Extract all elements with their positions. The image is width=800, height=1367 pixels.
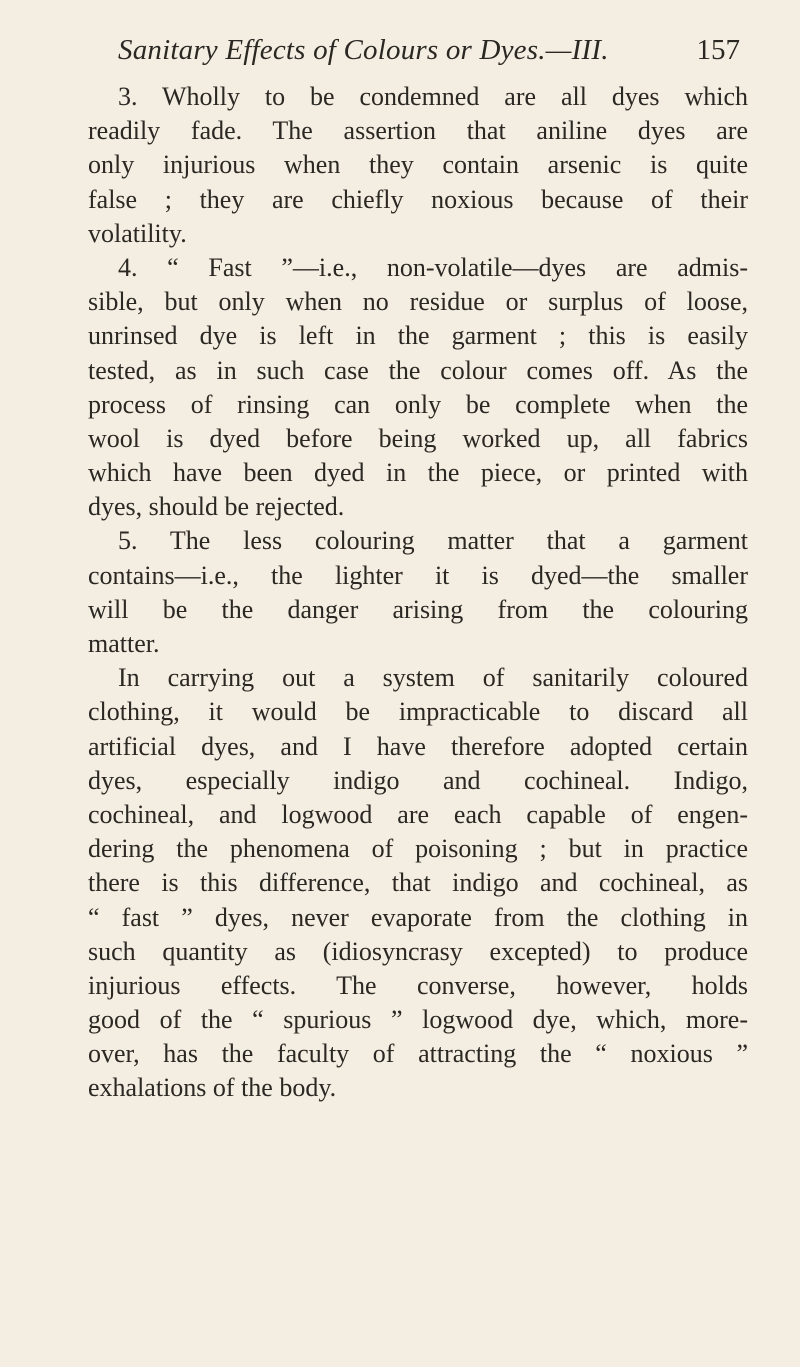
page-number: 157 (696, 34, 740, 66)
text-line: clothing, it would be impracticable to discard all (88, 697, 748, 727)
running-head (88, 34, 748, 74)
text-line: such quantity as (idiosyncrasy excepted) to produce (88, 936, 748, 966)
text-line: tested, as in such case the colour comes off. As the (88, 355, 748, 385)
text-line: which have been dyed in the piece, or printed with (88, 458, 748, 488)
body-text (88, 80, 748, 1106)
text-line: contains—i.e., the lighter it is dyed—the smaller (88, 560, 748, 590)
text-line: wool is dyed before being worked up, all fabrics (88, 423, 748, 453)
text-line: 4. “ Fast ”—i.e., non-volatile—dyes are admis- (118, 252, 748, 282)
running-title: Sanitary Effects of Colours or Dyes.—III. (118, 34, 609, 66)
text-line: “ fast ” dyes, never evaporate from the clothing in (88, 902, 748, 932)
text-line: sible, but only when no residue or surplus of loose, (88, 287, 748, 317)
text-line: 5. The less colouring matter that a garment (118, 526, 748, 556)
text-line: over, has the faculty of attracting the “ noxious ” (88, 1039, 748, 1069)
text-line: exhalations of the body. (88, 1073, 337, 1103)
text-line: unrinsed dye is left in the garment ; this is easily (88, 321, 748, 351)
text-line: cochineal, and logwood are each capable of engen- (88, 799, 748, 829)
text-line: artificial dyes, and I have therefore adopted certain (88, 731, 748, 761)
text-line: 3. Wholly to be condemned are all dyes which (118, 82, 748, 111)
text-line: will be the danger arising from the colouring (88, 594, 748, 624)
text-line: dering the phenomena of poisoning ; but in practice (88, 834, 748, 864)
text-line: injurious effects. The converse, however, holds (88, 970, 748, 1000)
text-line: false ; they are chiefly noxious because of their (88, 184, 748, 214)
text-line: only injurious when they contain arsenic is quite (88, 150, 748, 180)
text-line: readily fade. The assertion that aniline dyes are (88, 116, 748, 146)
text-line: good of the “ spurious ” logwood dye, which, more- (88, 1005, 748, 1035)
text-line: In carrying out a system of sanitarily coloured (118, 663, 748, 693)
text-line: process of rinsing can only be complete when the (88, 389, 748, 419)
text-line: matter. (88, 629, 160, 658)
text-line: dyes, especially indigo and cochineal. Indigo, (88, 765, 748, 795)
text-line: dyes, should be rejected. (88, 492, 345, 522)
text-line: volatility. (88, 218, 187, 248)
text-line: there is this difference, that indigo and cochineal, as (88, 868, 748, 898)
